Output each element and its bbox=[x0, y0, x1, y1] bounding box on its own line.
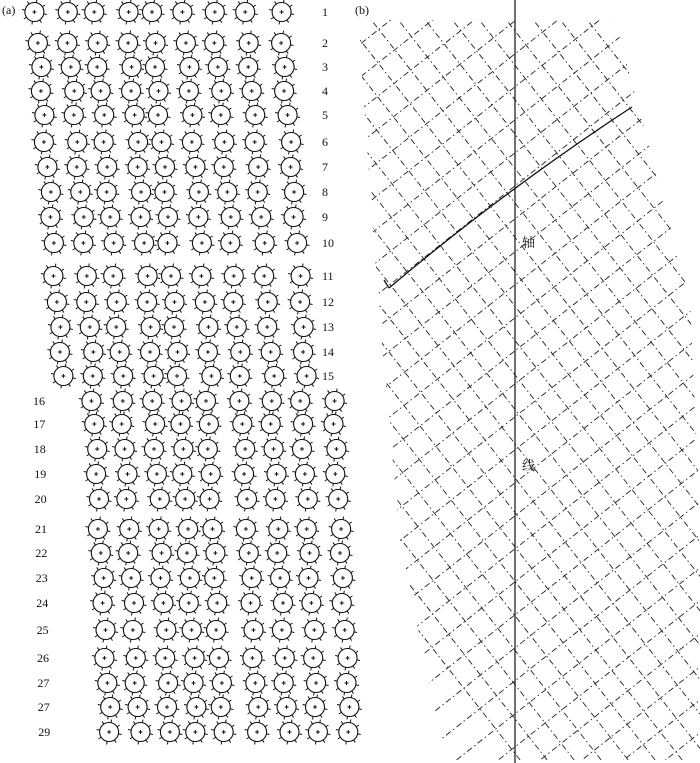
row-label: 12 bbox=[322, 295, 334, 309]
cell-gear-icon bbox=[235, 487, 260, 512]
cell-gear-icon bbox=[337, 695, 362, 720]
cell-gear-icon bbox=[245, 720, 270, 745]
cell-gear-icon bbox=[93, 618, 118, 643]
cell-gear-icon bbox=[269, 0, 294, 24]
cell-gear-icon bbox=[192, 290, 217, 315]
cell-gear-icon bbox=[32, 103, 57, 128]
cell-gear-icon bbox=[98, 695, 123, 720]
cell-gear-icon bbox=[275, 103, 300, 128]
cell-gear-icon bbox=[291, 412, 316, 437]
cell-gear-icon bbox=[74, 264, 99, 289]
cell-gear-icon bbox=[104, 290, 129, 315]
cell-gear-icon bbox=[173, 487, 198, 512]
row-label: 29 bbox=[38, 725, 51, 739]
cell-gear-icon bbox=[186, 180, 211, 205]
cell-gear-icon bbox=[101, 264, 126, 289]
cell-gear-icon bbox=[252, 264, 277, 289]
cell-gear-icon bbox=[245, 180, 270, 205]
cell-gear-icon bbox=[119, 566, 144, 591]
cell-gear-icon bbox=[143, 55, 168, 80]
cell-gear-icon bbox=[85, 517, 110, 542]
cell-gear-icon bbox=[186, 205, 211, 230]
cell-gear-icon bbox=[246, 155, 271, 180]
cell-gear-icon bbox=[128, 720, 153, 745]
cell-gear-icon bbox=[285, 231, 310, 256]
cell-gear-icon bbox=[236, 541, 261, 566]
cell-gear-icon bbox=[177, 55, 202, 80]
cell-gear-icon bbox=[239, 79, 264, 104]
cell-gear-icon bbox=[272, 646, 297, 671]
cell-gear-icon bbox=[119, 79, 144, 104]
cell-gear-icon bbox=[31, 130, 56, 155]
cell-gear-icon bbox=[122, 671, 147, 696]
cell-gear-icon bbox=[115, 462, 140, 487]
cell-gear-icon bbox=[153, 646, 178, 671]
cell-gear-icon bbox=[179, 130, 204, 155]
cell-gear-icon bbox=[165, 364, 190, 389]
row-label: 10 bbox=[322, 236, 334, 250]
cell-gear-icon bbox=[85, 437, 110, 462]
cell-gear-icon bbox=[202, 566, 227, 591]
cell-gear-icon bbox=[143, 31, 168, 56]
cell-gear-icon bbox=[132, 231, 157, 256]
row-label: 17 bbox=[33, 417, 46, 431]
cell-gear-icon bbox=[261, 437, 286, 462]
cell-gear-icon bbox=[228, 340, 253, 365]
cell-gear-icon bbox=[324, 437, 349, 462]
cell-gear-icon bbox=[177, 566, 202, 591]
cell-gear-icon bbox=[55, 0, 80, 24]
cell-gear-icon bbox=[162, 315, 187, 340]
cell-gear-icon bbox=[297, 541, 322, 566]
row-label: 24 bbox=[36, 596, 49, 610]
cell-gear-icon bbox=[171, 437, 196, 462]
cell-gear-icon bbox=[264, 462, 289, 487]
cell-gear-icon bbox=[64, 155, 89, 180]
cell-gear-icon bbox=[208, 695, 233, 720]
cell-gear-icon bbox=[292, 462, 317, 487]
cell-gear-icon bbox=[294, 517, 319, 542]
cell-gear-icon bbox=[211, 155, 236, 180]
cell-gear-icon bbox=[68, 180, 93, 205]
cell-gear-icon bbox=[239, 566, 264, 591]
cell-gear-icon bbox=[236, 55, 261, 80]
cell-gear-icon bbox=[80, 364, 105, 389]
cell-gear-icon bbox=[281, 205, 306, 230]
cell-gear-icon bbox=[258, 412, 283, 437]
row-label: 16 bbox=[33, 394, 45, 408]
cell-gear-icon bbox=[255, 315, 280, 340]
cell-gear-icon bbox=[291, 340, 316, 365]
cell-gear-icon bbox=[140, 389, 165, 414]
cell-gear-icon bbox=[38, 205, 63, 230]
cell-gear-icon bbox=[296, 566, 321, 591]
cell-gear-icon bbox=[98, 205, 123, 230]
cell-gear-icon bbox=[151, 591, 176, 616]
cell-gear-icon bbox=[138, 340, 163, 365]
row-label: 2 bbox=[322, 36, 328, 50]
cell-gear-icon bbox=[330, 566, 355, 591]
cell-gear-icon bbox=[269, 31, 294, 56]
cell-gear-icon bbox=[182, 646, 207, 671]
cell-gear-icon bbox=[202, 31, 227, 56]
cell-gear-icon bbox=[326, 487, 351, 512]
cell-gear-icon bbox=[41, 264, 66, 289]
cell-gear-icon bbox=[120, 618, 145, 643]
cell-gear-icon bbox=[114, 487, 139, 512]
cell-gear-icon bbox=[180, 103, 205, 128]
cell-gear-icon bbox=[144, 462, 169, 487]
cell-gear-icon bbox=[146, 517, 171, 542]
cell-gear-icon bbox=[97, 720, 122, 745]
cell-gear-icon bbox=[252, 231, 277, 256]
cell-gear-icon bbox=[152, 180, 177, 205]
cell-gear-icon bbox=[277, 720, 302, 745]
cell-gear-icon bbox=[119, 55, 144, 80]
cell-gear-icon bbox=[47, 340, 72, 365]
panel-b-label: (b) bbox=[355, 3, 369, 17]
cell-gear-icon bbox=[155, 695, 180, 720]
cell-gear-icon bbox=[291, 315, 316, 340]
cell-gear-icon bbox=[25, 31, 50, 56]
cell-gear-icon bbox=[204, 618, 229, 643]
cell-gear-icon bbox=[269, 618, 294, 643]
cell-gear-icon bbox=[77, 315, 102, 340]
cell-gear-icon bbox=[109, 412, 134, 437]
cell-gear-icon bbox=[149, 541, 174, 566]
cell-gear-icon bbox=[233, 517, 258, 542]
cell-gear-icon bbox=[149, 130, 174, 155]
cell-gear-icon bbox=[141, 364, 166, 389]
cell-gear-icon bbox=[263, 487, 288, 512]
cell-gear-icon bbox=[194, 389, 219, 414]
cell-gear-icon bbox=[176, 79, 201, 104]
cell-gear-icon bbox=[183, 720, 208, 745]
cell-gear-icon bbox=[205, 591, 230, 616]
cell-gear-icon bbox=[85, 55, 110, 80]
cell-gear-icon bbox=[117, 517, 142, 542]
cell-gear-icon bbox=[165, 340, 190, 365]
cell-gear-icon bbox=[79, 389, 104, 414]
cell-gear-icon bbox=[94, 180, 119, 205]
cell-gear-icon bbox=[332, 618, 357, 643]
cell-gear-icon bbox=[274, 695, 299, 720]
cell-gear-icon bbox=[123, 646, 148, 671]
row-label: 19 bbox=[34, 467, 47, 481]
cell-gear-icon bbox=[81, 340, 106, 365]
cell-gear-icon bbox=[170, 0, 195, 24]
cell-gear-icon bbox=[91, 566, 116, 591]
cell-gear-icon bbox=[135, 290, 160, 315]
cell-gear-icon bbox=[236, 31, 261, 56]
cell-gear-icon bbox=[243, 103, 268, 128]
cell-gear-icon bbox=[241, 618, 266, 643]
cell-gear-icon bbox=[51, 364, 76, 389]
cell-gear-icon bbox=[294, 364, 319, 389]
cell-gear-icon bbox=[212, 130, 237, 155]
cell-gear-icon bbox=[122, 103, 147, 128]
row-label: 4 bbox=[322, 84, 328, 98]
row-label: 13 bbox=[322, 320, 334, 334]
cell-gear-icon bbox=[55, 31, 80, 56]
row-label: 18 bbox=[33, 442, 46, 456]
cell-gear-icon bbox=[215, 180, 240, 205]
cell-gear-icon bbox=[203, 541, 228, 566]
cell-gear-icon bbox=[156, 205, 181, 230]
cell-gear-icon bbox=[104, 315, 129, 340]
cell-gear-icon bbox=[227, 364, 252, 389]
cell-gear-icon bbox=[48, 315, 73, 340]
cell-gear-icon bbox=[218, 231, 243, 256]
cell-gear-icon bbox=[125, 155, 150, 180]
cell-gear-icon bbox=[196, 315, 221, 340]
axis-char-bottom: 线 bbox=[522, 459, 536, 474]
row-label: 8 bbox=[322, 185, 328, 199]
cell-gear-icon bbox=[92, 646, 117, 671]
cell-gear-icon bbox=[125, 695, 150, 720]
cell-gear-icon bbox=[156, 671, 181, 696]
cell-gear-icon bbox=[111, 364, 136, 389]
cell-gear-icon bbox=[101, 231, 126, 256]
cell-gear-icon bbox=[148, 566, 173, 591]
cell-gear-icon bbox=[183, 155, 208, 180]
cell-gear-icon bbox=[107, 340, 132, 365]
cell-gear-icon bbox=[197, 487, 222, 512]
cell-gear-icon bbox=[116, 0, 141, 24]
cell-gear-icon bbox=[87, 487, 112, 512]
cell-gear-icon bbox=[290, 437, 315, 462]
cell-gear-icon bbox=[265, 541, 290, 566]
cell-gear-icon bbox=[221, 264, 246, 289]
cell-gear-icon bbox=[272, 79, 297, 104]
cell-gear-icon bbox=[321, 412, 346, 437]
cell-gear-icon bbox=[288, 389, 313, 414]
cell-gear-icon bbox=[195, 340, 220, 365]
cell-gear-icon bbox=[233, 437, 258, 462]
row-label: 5 bbox=[322, 108, 328, 122]
cell-gear-icon bbox=[84, 462, 109, 487]
cell-gear-icon bbox=[29, 55, 54, 80]
cell-gear-icon bbox=[268, 566, 293, 591]
cell-gear-icon bbox=[198, 462, 223, 487]
cell-gear-icon bbox=[88, 541, 113, 566]
cell-gear-icon bbox=[146, 79, 171, 104]
cell-gear-icon bbox=[278, 155, 303, 180]
row-label: 7 bbox=[322, 160, 328, 174]
cell-gear-icon bbox=[155, 231, 180, 256]
cell-gear-icon bbox=[249, 205, 274, 230]
cell-gear-icon bbox=[22, 0, 47, 24]
cell-gear-icon bbox=[221, 290, 246, 315]
cell-gear-icon bbox=[335, 646, 360, 671]
row-label: 25 bbox=[36, 623, 49, 637]
cell-gear-icon bbox=[71, 205, 96, 230]
cell-gear-icon bbox=[272, 55, 297, 80]
cell-gear-icon bbox=[143, 412, 168, 437]
cell-gear-icon bbox=[207, 646, 232, 671]
cell-gear-icon bbox=[230, 412, 255, 437]
cell-gear-icon bbox=[329, 591, 354, 616]
cell-gear-icon bbox=[135, 264, 160, 289]
cell-gear-icon bbox=[209, 79, 234, 104]
cell-gear-icon bbox=[95, 155, 120, 180]
cell-gear-icon bbox=[92, 103, 117, 128]
cell-gear-icon bbox=[65, 130, 90, 155]
cell-gear-icon bbox=[302, 618, 327, 643]
cell-gear-icon bbox=[126, 130, 151, 155]
cell-gear-icon bbox=[202, 0, 227, 24]
solid-curve bbox=[389, 107, 632, 288]
cell-gear-icon bbox=[259, 389, 284, 414]
cell-gear-icon bbox=[304, 671, 329, 696]
cell-gear-icon bbox=[181, 671, 206, 696]
cell-gear-icon bbox=[199, 364, 224, 389]
cell-gear-icon bbox=[233, 0, 258, 24]
cell-gear-icon bbox=[176, 591, 201, 616]
cell-gear-icon bbox=[58, 55, 83, 80]
cell-gear-icon bbox=[279, 130, 304, 155]
cell-gear-icon bbox=[271, 671, 296, 696]
row-label: 11 bbox=[322, 269, 334, 283]
cell-gear-icon bbox=[184, 695, 209, 720]
row-label: 3 bbox=[322, 60, 328, 74]
cell-gear-icon bbox=[169, 389, 194, 414]
cell-gear-icon bbox=[159, 264, 184, 289]
cell-gear-icon bbox=[175, 541, 200, 566]
cell-gear-icon bbox=[299, 591, 324, 616]
cell-gear-icon bbox=[122, 591, 147, 616]
cell-gear-icon bbox=[196, 412, 221, 437]
cell-gear-icon bbox=[328, 541, 353, 566]
cell-gear-icon bbox=[142, 437, 167, 462]
cell-gear-icon bbox=[62, 79, 87, 104]
row-label: 15 bbox=[322, 369, 334, 383]
cell-gear-icon bbox=[211, 720, 236, 745]
cell-gear-icon bbox=[205, 55, 230, 80]
cell-gear-icon bbox=[74, 290, 99, 315]
cell-gear-icon bbox=[90, 591, 115, 616]
cell-gear-icon bbox=[242, 130, 267, 155]
cell-gear-icon bbox=[195, 437, 220, 462]
cell-gear-icon bbox=[322, 389, 347, 414]
row-label: 20 bbox=[34, 492, 47, 506]
cell-gear-icon bbox=[128, 205, 153, 230]
cell-gear-icon bbox=[295, 487, 320, 512]
row-label: 27 bbox=[37, 700, 50, 714]
cell-gear-icon bbox=[336, 720, 361, 745]
cell-gear-icon bbox=[138, 315, 163, 340]
cell-gear-icon bbox=[209, 671, 234, 696]
cell-gear-icon bbox=[170, 462, 195, 487]
row-label: 22 bbox=[35, 546, 48, 560]
cell-gear-icon bbox=[173, 31, 198, 56]
cell-gear-icon bbox=[282, 180, 307, 205]
cell-gear-icon bbox=[38, 180, 63, 205]
cell-gear-icon bbox=[61, 103, 86, 128]
cell-gear-icon bbox=[154, 618, 179, 643]
cell-gear-icon bbox=[238, 591, 263, 616]
cell-gear-icon bbox=[329, 517, 354, 542]
cell-gear-icon bbox=[232, 462, 257, 487]
cell-gear-icon bbox=[28, 79, 53, 104]
cell-gear-icon bbox=[112, 437, 137, 462]
cell-gear-icon bbox=[116, 31, 141, 56]
cell-gear-icon bbox=[323, 462, 348, 487]
cell-gear-icon bbox=[85, 31, 110, 56]
cell-gear-icon bbox=[162, 290, 187, 315]
cell-gear-icon bbox=[224, 315, 249, 340]
row-label: 27 bbox=[37, 676, 50, 690]
cell-gear-icon bbox=[168, 412, 193, 437]
cell-gear-icon bbox=[243, 671, 268, 696]
cell-gear-icon bbox=[266, 517, 291, 542]
cell-gear-icon bbox=[189, 231, 214, 256]
cell-gear-icon bbox=[140, 0, 165, 24]
axis-char-top: 轴 bbox=[522, 236, 536, 251]
cell-gear-icon bbox=[305, 720, 330, 745]
cell-gear-icon bbox=[71, 231, 96, 256]
cell-gear-icon bbox=[255, 290, 280, 315]
panel-a-label: (a) bbox=[2, 3, 16, 17]
row-label: 26 bbox=[37, 651, 49, 665]
cell-gear-icon bbox=[95, 671, 120, 696]
cell-gear-icon bbox=[240, 646, 265, 671]
cell-gear-icon bbox=[153, 155, 178, 180]
cell-gear-icon bbox=[146, 103, 171, 128]
cell-gear-icon bbox=[44, 290, 69, 315]
cell-gear-icon bbox=[200, 517, 225, 542]
cell-gear-icon bbox=[157, 720, 182, 745]
cell-gear-icon bbox=[91, 130, 116, 155]
cell-gear-icon bbox=[288, 290, 313, 315]
cell-gear-icon bbox=[258, 340, 283, 365]
cell-gear-icon bbox=[176, 517, 201, 542]
cell-gear-icon bbox=[262, 364, 287, 389]
cell-gear-icon bbox=[116, 541, 141, 566]
cell-gear-icon bbox=[227, 389, 252, 414]
cell-gear-icon bbox=[41, 231, 66, 256]
row-label: 6 bbox=[322, 135, 328, 149]
row-label: 1 bbox=[322, 5, 328, 19]
cell-gear-icon bbox=[301, 646, 326, 671]
cell-gear-icon bbox=[129, 180, 154, 205]
cell-gear-icon bbox=[208, 103, 233, 128]
row-label: 9 bbox=[322, 210, 328, 224]
cell-gear-icon bbox=[179, 618, 204, 643]
cell-gear-icon bbox=[82, 412, 107, 437]
cell-gear-icon bbox=[88, 79, 113, 104]
panel-a-cell-layout bbox=[22, 0, 362, 744]
row-label: 14 bbox=[322, 345, 334, 359]
cell-gear-icon bbox=[288, 264, 313, 289]
cell-gear-icon bbox=[246, 695, 271, 720]
cell-gear-icon bbox=[271, 591, 296, 616]
cell-gear-icon bbox=[189, 264, 214, 289]
cell-gear-icon bbox=[303, 695, 328, 720]
row-label: 21 bbox=[35, 522, 47, 536]
cell-gear-icon bbox=[110, 389, 135, 414]
cell-gear-icon bbox=[334, 671, 359, 696]
cell-gear-icon bbox=[35, 155, 60, 180]
cell-gear-icon bbox=[82, 0, 107, 24]
cell-gear-icon bbox=[218, 205, 243, 230]
row-label: 23 bbox=[35, 571, 48, 585]
cell-gear-icon bbox=[147, 487, 172, 512]
